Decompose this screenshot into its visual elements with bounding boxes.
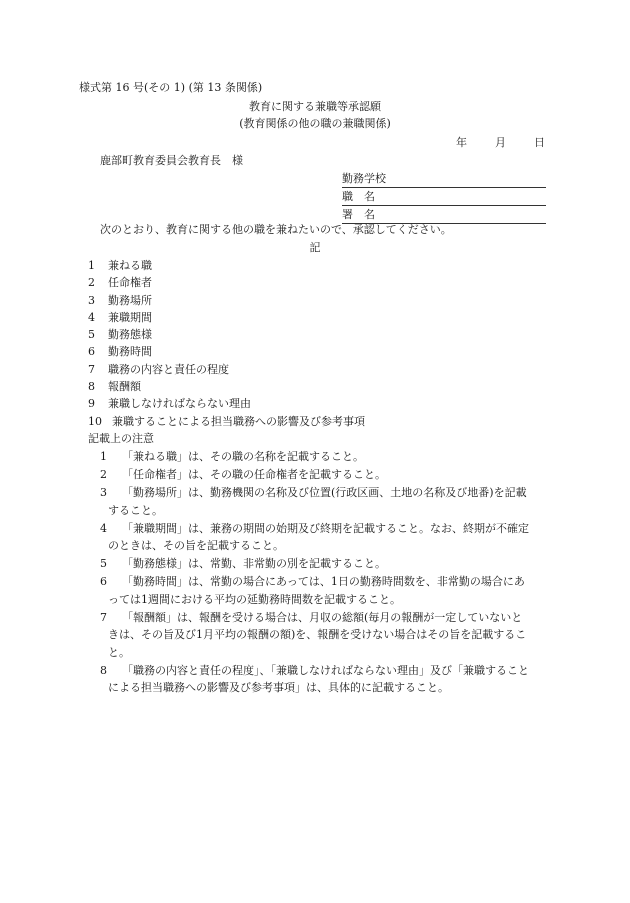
note-text: っては1週間における平均の延勤務時間数を記載すること。 [108,592,401,606]
note-item [100,662,548,697]
list-item [88,293,365,310]
note-item [100,448,548,466]
item-label: 兼職期間 [108,310,152,324]
note-number: 5 [100,557,107,570]
date-line [456,135,545,151]
item-number: 10 [88,414,102,428]
item-number: 8 [88,380,95,394]
item-number: 1 [88,259,95,272]
ki-label: 記 [309,241,321,254]
note-item [100,466,548,484]
note-item [100,609,548,662]
note-number: 1 [100,450,107,463]
item-label: 兼ねる職 [108,259,152,272]
note-text: 「勤務場所」は、勤務機関の名称及び位置(行政区画、土地の名称及び地番)を記載 [122,486,527,499]
item-list [88,258,365,431]
note-text: すること。 [108,503,163,517]
notes-title: 記載上の注意 [88,432,154,445]
item-number: 7 [88,362,95,376]
note-text: による担当職務への影響及び参考事項」は、具体的に記載すること。 [108,681,449,694]
item-label: 職務の内容と責任の程度 [108,362,229,376]
note-text: 「兼ねる職」は、その職の名称を記載すること。 [122,450,364,463]
list-item [88,414,365,431]
item-number: 5 [88,328,95,342]
note-number: 6 [100,575,107,588]
addressee: 鹿部町教育委員会教育長 様 [100,154,243,167]
request-text: 次のとおり、教育に関する他の職を兼ねたいので、承認してください。 [100,223,452,236]
list-item [88,362,365,379]
signature-block [342,170,546,224]
item-label: 報酬額 [108,380,141,394]
item-label: 任命権者 [108,276,152,290]
item-label: 兼職することによる担当職務への影響及び参考事項 [112,414,365,428]
note-text: と。 [108,645,130,659]
form-number: 様式第 16 号(その 1) (第 13 条関係) [79,81,263,94]
document-title: 教育に関する兼職等承認願 [249,100,381,113]
note-item [100,555,548,573]
note-text: きは、その旨及び1月平均の報酬の額)を、報酬を受けない場合はその旨を記載するこ [108,628,527,641]
item-number: 2 [88,276,95,290]
item-number: 6 [88,345,95,359]
item-label: 勤務態様 [108,328,152,342]
item-label: 兼職しなければならない理由 [108,397,251,411]
note-number: 7 [100,610,107,624]
workplace-field[interactable] [342,170,546,188]
item-label: 勤務場所 [108,293,152,307]
note-item [100,484,548,519]
item-number: 3 [88,293,95,307]
note-text: 「兼職期間」は、兼務の期間の始期及び終期を記載すること。なお、終期が不確定 [122,521,529,535]
note-text: 「勤務時間」は、常勤の場合にあっては、1日の勤務時間数を、非常勤の場合にあ [122,575,525,588]
list-item [88,327,365,344]
note-number: 4 [100,521,107,535]
note-text: のときは、その旨を記載すること。 [108,539,284,552]
list-item [88,396,365,413]
workplace-label: 勤務学校 [342,172,386,185]
date-day-label: 日 [534,136,545,149]
list-item [88,258,365,275]
list-item [88,275,365,292]
note-item [100,573,548,608]
date-month-label: 月 [495,136,506,149]
position-field[interactable] [342,188,546,206]
item-number: 9 [88,397,95,411]
note-text: 「勤務態様」は、常勤、非常勤の別を記載すること。 [122,557,386,570]
position-label: 職 名 [342,190,375,203]
date-year-label: 年 [456,136,467,149]
note-text: 「職務の内容と責任の程度」、「兼職しなければならない理由」及び「兼職すること [122,663,529,677]
document-subtitle: (教育関係の他の職の兼職関係) [239,117,391,130]
note-item [100,520,548,555]
list-item [88,379,365,396]
note-text: 「任命権者」は、その職の任命権者を記載すること。 [122,468,386,481]
note-number: 2 [100,468,107,481]
note-text: 「報酬額」は、報酬を受ける場合は、月収の総額(毎月の報酬が一定していないと [122,610,523,624]
name-label: 署 名 [342,208,375,221]
note-number: 3 [100,486,107,499]
note-number: 8 [100,663,107,677]
list-item [88,344,365,361]
item-number: 4 [88,310,95,324]
item-label: 勤務時間 [108,345,152,359]
list-item [88,310,365,327]
